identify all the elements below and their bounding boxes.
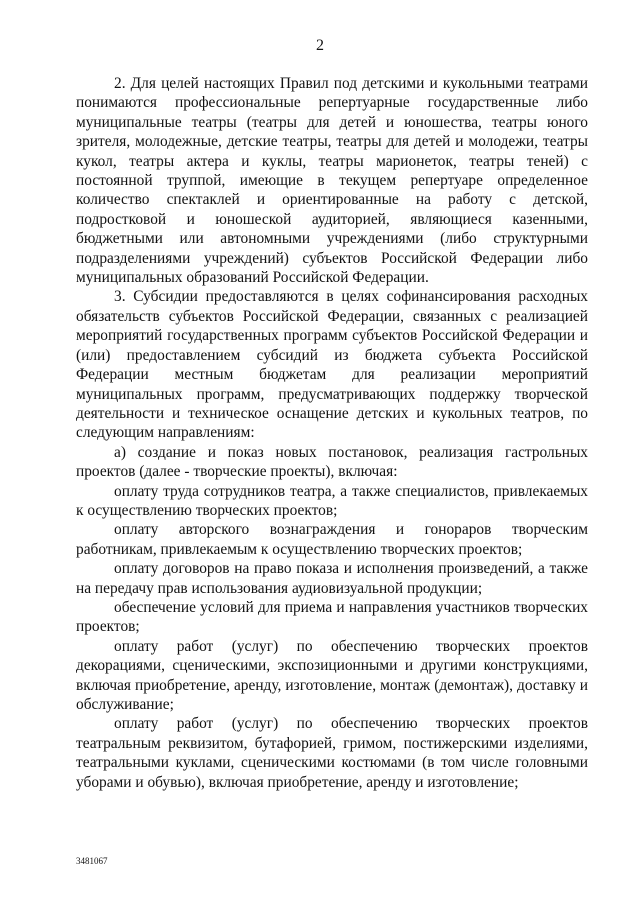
paragraph-definition: 2. Для целей настоящих Правил под детскими и кукольными театрами понимаются профессиональные репертуарные государственные либо муниципальные театры (театры для детей и юношества, театры юного зрителя, молодежные, детские театры, театры для детей и молодежи, театры кукол, театры актера и куклы, театры марионеток, театры теней) с постоянной труппой, имеющие в текущем репертуаре определенное количество спектаклей и ориентированные на работу с детской, подростковой и юношеской аудиторией, являющиеся казенными, бюджетными или автономными учреждениями (либо структурными подразделениями учреждений) субъектов Российской Федерации либо муниципальных образований Российской Федерации.: [76, 75, 588, 287]
list-item-reception: обеспечение условий для приема и направления участников творческих проектов;: [76, 598, 588, 636]
document-body: [76, 74, 588, 792]
list-item-props: оплату работ (услуг) по обеспечению творческих проектов театральным реквизитом, бутафорией, гримом, постижерскими изделиями, театральными куклами, сценическими костюмами (в том числе головными уборами и обувью), включая приобретение, аренду и изготовление;: [76, 715, 588, 791]
list-item-scenery: оплату работ (услуг) по обеспечению творческих проектов декорациями, сценическими, экспозиционными и другими конструкциями, включая приобретение, аренду, изготовление, монтаж (демонтаж), доставку и обслуживание;: [76, 637, 588, 713]
list-item-staff-pay: оплату труда сотрудников театра, а также специалистов, привлекаемых к осуществлению творческих проектов;: [76, 482, 588, 519]
list-item-royalties: оплату авторского вознаграждения и гонораров творческим работникам, привлекаемым к осуществлению творческих проектов;: [76, 521, 588, 558]
paragraph-subsidies: 3. Субсидии предоставляются в целях софинансирования расходных обязательств субъектов Российской Федерации, связанных с реализацией мероприятий государственных программ субъектов Российской Федерации и (или) предоставлением субсидий из бюджета субъекта Российской Федерации местным бюджетам для реализации мероприятий муниципальных программ, предусматривающих поддержку творческой деятельности и техническое оснащение детских и кукольных театров, по следующим направлениям:: [76, 288, 588, 442]
list-item-contracts: оплату договоров на право показа и исполнения произведений, а также на передачу прав использования аудиовизуальной продукции;: [76, 560, 588, 597]
list-item-a: а) создание и показ новых постановок, реализация гастрольных проектов (далее - творческие проекты), включая:: [76, 443, 588, 481]
page-number: 2: [316, 37, 324, 54]
document-code: 3481067: [76, 856, 108, 866]
